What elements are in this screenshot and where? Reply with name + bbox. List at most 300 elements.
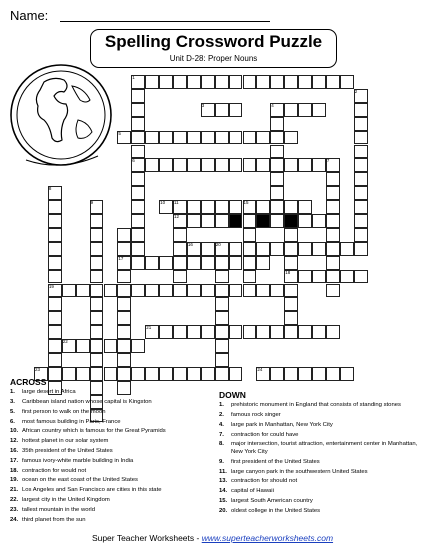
clue-number: 20. xyxy=(219,507,228,514)
grid-cell[interactable] xyxy=(284,131,298,145)
grid-cell[interactable] xyxy=(215,131,229,145)
clue-text: Los Angeles and San Francisco are cities in this state xyxy=(22,487,162,494)
grid-cell[interactable] xyxy=(312,75,326,89)
grid-clue-number: 19 xyxy=(48,283,54,289)
grid-cell[interactable] xyxy=(270,158,284,172)
clue-number: 13. xyxy=(219,478,228,485)
clue-text: largest South American country xyxy=(231,497,313,504)
grid-clue-number: 15 xyxy=(243,200,249,206)
grid-cell[interactable] xyxy=(215,103,229,117)
grid-cell[interactable] xyxy=(284,103,298,117)
grid-cell[interactable] xyxy=(215,200,229,214)
grid-cell[interactable] xyxy=(326,284,340,298)
grid-cell[interactable] xyxy=(354,200,368,214)
grid-cell[interactable] xyxy=(48,256,62,270)
grid-cell[interactable] xyxy=(201,242,215,256)
grid-cell[interactable] xyxy=(312,242,326,256)
clue-number: 19. xyxy=(10,477,19,484)
grid-cell[interactable] xyxy=(117,270,131,284)
grid-cell[interactable] xyxy=(173,75,187,89)
grid-cell[interactable] xyxy=(173,284,187,298)
grid-cell[interactable] xyxy=(117,311,131,325)
grid-cell[interactable] xyxy=(159,75,173,89)
grid-cell[interactable] xyxy=(48,353,62,367)
grid-cell[interactable] xyxy=(131,131,145,145)
grid-cell[interactable] xyxy=(256,284,270,298)
grid-cell[interactable] xyxy=(256,325,270,339)
grid-cell[interactable] xyxy=(326,270,340,284)
grid-cell[interactable] xyxy=(159,325,173,339)
grid-cell[interactable] xyxy=(256,158,270,172)
grid-cell[interactable] xyxy=(243,75,257,89)
clue-number: 1. xyxy=(219,402,224,409)
grid-cell[interactable] xyxy=(159,131,173,145)
grid-cell[interactable] xyxy=(48,242,62,256)
grid-cell[interactable] xyxy=(215,270,229,284)
grid-cell[interactable] xyxy=(284,75,298,89)
grid-cell[interactable] xyxy=(256,200,270,214)
clue-text: 35th president of the United States xyxy=(22,448,113,455)
grid-cell[interactable] xyxy=(256,242,270,256)
grid-cell[interactable] xyxy=(131,214,145,228)
clue-text: tallest mountain in the world xyxy=(22,506,96,513)
grid-cell[interactable] xyxy=(215,367,229,381)
grid-clue-number: 6 xyxy=(132,158,135,164)
grid-cell[interactable] xyxy=(145,284,159,298)
footer xyxy=(0,533,425,543)
grid-cell[interactable] xyxy=(270,284,284,298)
grid-cell[interactable] xyxy=(201,75,215,89)
grid-cell[interactable] xyxy=(187,214,201,228)
grid-cell[interactable] xyxy=(215,311,229,325)
clue-number: 23. xyxy=(10,506,19,513)
grid-cell[interactable] xyxy=(187,131,201,145)
clue-text: contraction for would not xyxy=(22,467,87,474)
grid-cell[interactable] xyxy=(326,242,340,256)
grid-cell[interactable] xyxy=(117,284,131,298)
grid-cell[interactable] xyxy=(48,339,62,353)
page-title: Spelling Crossword Puzzle xyxy=(104,32,323,51)
grid-cell[interactable] xyxy=(340,242,354,256)
grid-cell[interactable] xyxy=(90,270,104,284)
grid-clue-number: 3 xyxy=(201,102,205,108)
grid-cell[interactable] xyxy=(76,284,90,298)
grid-cell[interactable] xyxy=(215,256,229,270)
clue-number: 14. xyxy=(219,488,228,495)
grid-cell[interactable] xyxy=(173,325,187,339)
clue-number: 8. xyxy=(219,441,224,448)
clue-number: 21. xyxy=(10,487,19,494)
clue-text: ocean on the east coast of the United States xyxy=(22,477,138,484)
grid-cell[interactable] xyxy=(187,158,201,172)
grid-cell[interactable] xyxy=(243,228,257,242)
grid-cell[interactable] xyxy=(326,228,340,242)
grid-cell[interactable] xyxy=(298,103,312,117)
clue-text: contraction for could have xyxy=(231,431,299,438)
down-clue-list xyxy=(219,402,419,515)
grid-cell[interactable] xyxy=(145,256,159,270)
grid-cell[interactable] xyxy=(215,353,229,367)
grid-clue-number: 12 xyxy=(174,214,180,219)
grid-clue-number: 14 xyxy=(285,214,291,219)
grid-cell[interactable] xyxy=(131,117,145,131)
grid-cell[interactable] xyxy=(354,270,368,284)
grid-cell[interactable] xyxy=(298,75,312,89)
grid-cell[interactable] xyxy=(215,214,229,228)
grid-cell[interactable] xyxy=(298,242,312,256)
grid-cell[interactable] xyxy=(256,75,270,89)
grid-cell[interactable] xyxy=(201,214,215,228)
grid-cell[interactable] xyxy=(243,284,257,298)
grid-cell[interactable] xyxy=(215,325,229,339)
clue-text: famous ivory-white marble building in India xyxy=(22,457,134,464)
grid-cell[interactable] xyxy=(243,214,257,228)
clue-number: 12. xyxy=(10,438,19,445)
grid-cell[interactable] xyxy=(117,353,131,367)
grid-cell[interactable] xyxy=(270,75,284,89)
grid-cell[interactable] xyxy=(131,228,145,242)
grid-cell[interactable] xyxy=(145,131,159,145)
grid-cell[interactable] xyxy=(354,103,368,117)
grid-cell[interactable] xyxy=(270,214,284,228)
clue-number: 16. xyxy=(10,448,19,455)
down-clue xyxy=(219,478,419,486)
grid-clue-number: 2 xyxy=(354,88,358,94)
grid-cell[interactable] xyxy=(131,103,145,117)
grid-cell[interactable] xyxy=(90,242,104,256)
grid-cell[interactable] xyxy=(159,158,173,172)
grid-cell[interactable] xyxy=(187,325,201,339)
grid-cell[interactable] xyxy=(270,145,284,159)
grid-cell[interactable] xyxy=(312,270,326,284)
clue-number: 6. xyxy=(10,418,15,425)
across-clues xyxy=(10,377,215,524)
grid-cell[interactable] xyxy=(229,284,243,298)
grid-cell[interactable] xyxy=(229,131,243,145)
grid-cell[interactable] xyxy=(215,284,229,298)
grid-cell[interactable] xyxy=(326,172,340,186)
down-clue xyxy=(219,498,419,506)
grid-cell[interactable] xyxy=(298,325,312,339)
clue-number: 2. xyxy=(219,412,224,419)
clue-number: 15. xyxy=(219,497,228,504)
grid-clue-number: 16 xyxy=(187,241,193,247)
grid-cell[interactable] xyxy=(215,75,229,89)
grid-clue-number: 18 xyxy=(285,269,291,275)
grid-cell[interactable] xyxy=(201,284,215,298)
grid-cell[interactable] xyxy=(62,284,76,298)
grid-cell[interactable] xyxy=(326,214,340,228)
across-clue xyxy=(10,517,215,525)
grid-cell[interactable] xyxy=(131,200,145,214)
grid-cell[interactable] xyxy=(284,325,298,339)
grid-cell[interactable] xyxy=(173,131,187,145)
grid-cell[interactable] xyxy=(326,367,340,381)
clue-text: African country which is famous for the Great Pyramids xyxy=(22,428,166,435)
grid-cell[interactable] xyxy=(131,172,145,186)
grid-cell[interactable] xyxy=(326,200,340,214)
across-clue xyxy=(10,409,215,417)
grid-cell[interactable] xyxy=(326,325,340,339)
grid-cell[interactable] xyxy=(354,186,368,200)
grid-cell[interactable] xyxy=(90,297,104,311)
grid-cell[interactable] xyxy=(354,158,368,172)
grid-cell[interactable] xyxy=(243,242,257,256)
grid-cell[interactable] xyxy=(48,325,62,339)
grid-cell[interactable] xyxy=(243,325,257,339)
grid-cell[interactable] xyxy=(48,214,62,228)
across-clue xyxy=(10,389,215,397)
grid-cell[interactable] xyxy=(131,186,145,200)
grid-cell[interactable] xyxy=(187,256,201,270)
grid-clue-number: 11 xyxy=(174,200,179,206)
clue-number: 5. xyxy=(10,408,15,415)
grid-cell[interactable] xyxy=(104,284,118,298)
grid-cell[interactable] xyxy=(229,75,243,89)
clue-text: contraction for should not xyxy=(231,478,298,485)
grid-cell[interactable] xyxy=(312,367,326,381)
grid-cell[interactable] xyxy=(354,214,368,228)
footer-brand: Super Teacher Worksheets - xyxy=(91,533,202,543)
grid-cell[interactable] xyxy=(90,311,104,325)
grid-cell[interactable] xyxy=(48,228,62,242)
clue-text: largest city in the United Kingdom xyxy=(22,497,110,504)
grid-cell[interactable] xyxy=(326,186,340,200)
grid-cell[interactable] xyxy=(229,325,243,339)
grid-cell[interactable] xyxy=(229,200,243,214)
clue-text: large desert in Africa xyxy=(22,389,76,396)
across-clue xyxy=(10,477,215,485)
grid-cell[interactable] xyxy=(201,158,215,172)
grid-cell[interactable] xyxy=(145,158,159,172)
grid-cell[interactable] xyxy=(284,158,298,172)
grid-cell[interactable] xyxy=(90,284,104,298)
grid-cell[interactable] xyxy=(201,131,215,145)
grid-cell[interactable] xyxy=(354,172,368,186)
grid-cell[interactable] xyxy=(173,270,187,284)
down-clue xyxy=(219,441,419,456)
grid-cell[interactable] xyxy=(48,270,62,284)
grid-clue-number: 4 xyxy=(271,102,274,108)
down-clue xyxy=(219,459,419,467)
grid-cell[interactable] xyxy=(229,367,243,381)
grid-clue-number: 7 xyxy=(326,158,330,164)
across-heading: ACROSS xyxy=(10,377,47,387)
grid-cell[interactable] xyxy=(326,75,340,89)
grid-cell[interactable] xyxy=(145,75,159,89)
grid-cell[interactable] xyxy=(354,145,368,159)
clue-text: prehistoric monument in England that consists of standing stones xyxy=(231,402,401,409)
grid-cell[interactable] xyxy=(104,339,118,353)
grid-cell[interactable] xyxy=(48,311,62,325)
grid-cell[interactable] xyxy=(90,228,104,242)
grid-cell[interactable] xyxy=(312,325,326,339)
clue-number: 17. xyxy=(10,457,19,464)
grid-cell[interactable] xyxy=(131,284,145,298)
grid-clue-number: 20 xyxy=(215,241,221,247)
grid-cell[interactable] xyxy=(201,256,215,270)
grid-cell[interactable] xyxy=(326,256,340,270)
grid-cell[interactable] xyxy=(229,242,243,256)
grid-cell[interactable] xyxy=(117,339,131,353)
across-clue xyxy=(10,448,215,456)
grid-cell[interactable] xyxy=(284,242,298,256)
across-clue xyxy=(10,468,215,476)
grid-cell[interactable] xyxy=(284,256,298,270)
across-clue xyxy=(10,438,215,446)
grid-cell[interactable] xyxy=(270,200,284,214)
grid-cell[interactable] xyxy=(312,214,326,228)
grid-cell[interactable] xyxy=(90,214,104,228)
grid-cell[interactable] xyxy=(270,131,284,145)
grid-cell[interactable] xyxy=(243,270,257,284)
grid-cell[interactable] xyxy=(284,367,298,381)
grid-cell[interactable] xyxy=(298,270,312,284)
grid-cell[interactable] xyxy=(354,131,368,145)
clue-number: 4. xyxy=(219,421,224,428)
down-clue xyxy=(219,402,419,410)
grid-cell[interactable] xyxy=(270,172,284,186)
grid-cell[interactable] xyxy=(215,297,229,311)
grid-cell[interactable] xyxy=(270,325,284,339)
across-clue xyxy=(10,507,215,515)
grid-cell[interactable] xyxy=(173,242,187,256)
grid-cell[interactable] xyxy=(256,256,270,270)
clue-number: 18. xyxy=(10,467,19,474)
down-heading: DOWN xyxy=(219,390,246,400)
grid-cell[interactable] xyxy=(201,325,215,339)
grid-cell[interactable] xyxy=(159,256,173,270)
clue-text: hottest planet in our solar system xyxy=(22,438,109,445)
grid-clue-number: 10 xyxy=(160,200,166,206)
grid-cell[interactable] xyxy=(284,284,298,298)
clue-number: 24. xyxy=(10,516,19,523)
down-clue xyxy=(219,422,419,430)
blocked-cell xyxy=(256,214,270,228)
grid-cell[interactable] xyxy=(270,186,284,200)
grid-cell[interactable] xyxy=(173,158,187,172)
across-clue xyxy=(10,428,215,436)
grid-cell[interactable] xyxy=(312,158,326,172)
grid-cell[interactable] xyxy=(298,200,312,214)
grid-cell[interactable] xyxy=(48,297,62,311)
clue-text: third planet from the sun xyxy=(22,516,86,523)
grid-cell[interactable] xyxy=(201,200,215,214)
grid-cell[interactable] xyxy=(229,256,243,270)
grid-clue-number: 9 xyxy=(90,200,94,206)
grid-cell[interactable] xyxy=(229,158,243,172)
down-clue xyxy=(219,508,419,516)
clue-number: 10. xyxy=(10,428,19,435)
clue-number: 9. xyxy=(219,458,224,465)
down-clue xyxy=(219,432,419,440)
grid-clue-number: 24 xyxy=(257,366,263,372)
grid-cell[interactable] xyxy=(48,200,62,214)
grid-cell[interactable] xyxy=(131,256,145,270)
grid-cell[interactable] xyxy=(173,228,187,242)
name-label: Name: xyxy=(10,8,49,23)
grid-cell[interactable] xyxy=(270,367,284,381)
clue-text: capital of Hawaii xyxy=(231,488,274,495)
grid-cell[interactable] xyxy=(340,75,354,89)
grid-clue-number: 17 xyxy=(118,255,124,261)
grid-cell[interactable] xyxy=(187,200,201,214)
grid-cell[interactable] xyxy=(354,228,368,242)
grid-cell[interactable] xyxy=(215,158,229,172)
grid-cell[interactable] xyxy=(284,228,298,242)
down-clue xyxy=(219,412,419,420)
grid-cell[interactable] xyxy=(298,158,312,172)
grid-cell[interactable] xyxy=(243,256,257,270)
grid-cell[interactable] xyxy=(187,284,201,298)
grid-cell[interactable] xyxy=(256,131,270,145)
across-clue xyxy=(10,419,215,427)
grid-cell[interactable] xyxy=(340,270,354,284)
across-clue xyxy=(10,399,215,407)
grid-cell[interactable] xyxy=(131,89,145,103)
grid-cell[interactable] xyxy=(298,214,312,228)
down-clue xyxy=(219,488,419,496)
down-clue xyxy=(219,469,419,477)
grid-cell[interactable] xyxy=(131,242,145,256)
clue-text: famous rock singer xyxy=(231,412,281,419)
grid-cell[interactable] xyxy=(270,117,284,131)
clue-text: first president of the United States xyxy=(231,458,320,465)
grid-cell[interactable] xyxy=(90,325,104,339)
grid-cell[interactable] xyxy=(354,117,368,131)
grid-cell[interactable] xyxy=(117,325,131,339)
grid-cell[interactable] xyxy=(90,353,104,367)
clue-number: 7. xyxy=(219,431,224,438)
grid-cell[interactable] xyxy=(117,242,131,256)
clue-number: 22. xyxy=(10,497,19,504)
grid-clue-number: 13 xyxy=(229,214,235,219)
clue-text: most famous building in Paris, France xyxy=(22,418,121,425)
grid-cell[interactable] xyxy=(187,75,201,89)
grid-cell[interactable] xyxy=(229,103,243,117)
grid-cell[interactable] xyxy=(117,297,131,311)
across-clue xyxy=(10,497,215,505)
grid-cell[interactable] xyxy=(340,367,354,381)
grid-cell[interactable] xyxy=(354,242,368,256)
clue-text: oldest college in the United States xyxy=(231,507,321,514)
grid-cell[interactable] xyxy=(284,311,298,325)
grid-cell[interactable] xyxy=(131,339,145,353)
grid-cell[interactable] xyxy=(117,228,131,242)
grid-cell[interactable] xyxy=(270,242,284,256)
clue-number: 11. xyxy=(219,468,227,475)
across-clue xyxy=(10,458,215,466)
grid-cell[interactable] xyxy=(284,200,298,214)
grid-cell[interactable] xyxy=(243,131,257,145)
clue-number: 3. xyxy=(10,399,15,406)
grid-clue-number: 23 xyxy=(35,366,41,372)
grid-cell[interactable] xyxy=(284,297,298,311)
grid-cell[interactable] xyxy=(298,367,312,381)
grid-cell[interactable] xyxy=(76,339,90,353)
grid-cell[interactable] xyxy=(90,339,104,353)
grid-cell[interactable] xyxy=(215,339,229,353)
clue-text: large canyon park in the southwestern United States xyxy=(231,468,368,475)
grid-cell[interactable] xyxy=(243,158,257,172)
grid-cell[interactable] xyxy=(173,256,187,270)
grid-cell[interactable] xyxy=(90,256,104,270)
clue-text: large park in Manhattan, New York City xyxy=(231,421,333,428)
grid-cell[interactable] xyxy=(312,103,326,117)
grid-cell[interactable] xyxy=(159,284,173,298)
grid-cell[interactable] xyxy=(131,145,145,159)
footer-website-link[interactable]: www.superteacherworksheets.com xyxy=(201,533,334,543)
